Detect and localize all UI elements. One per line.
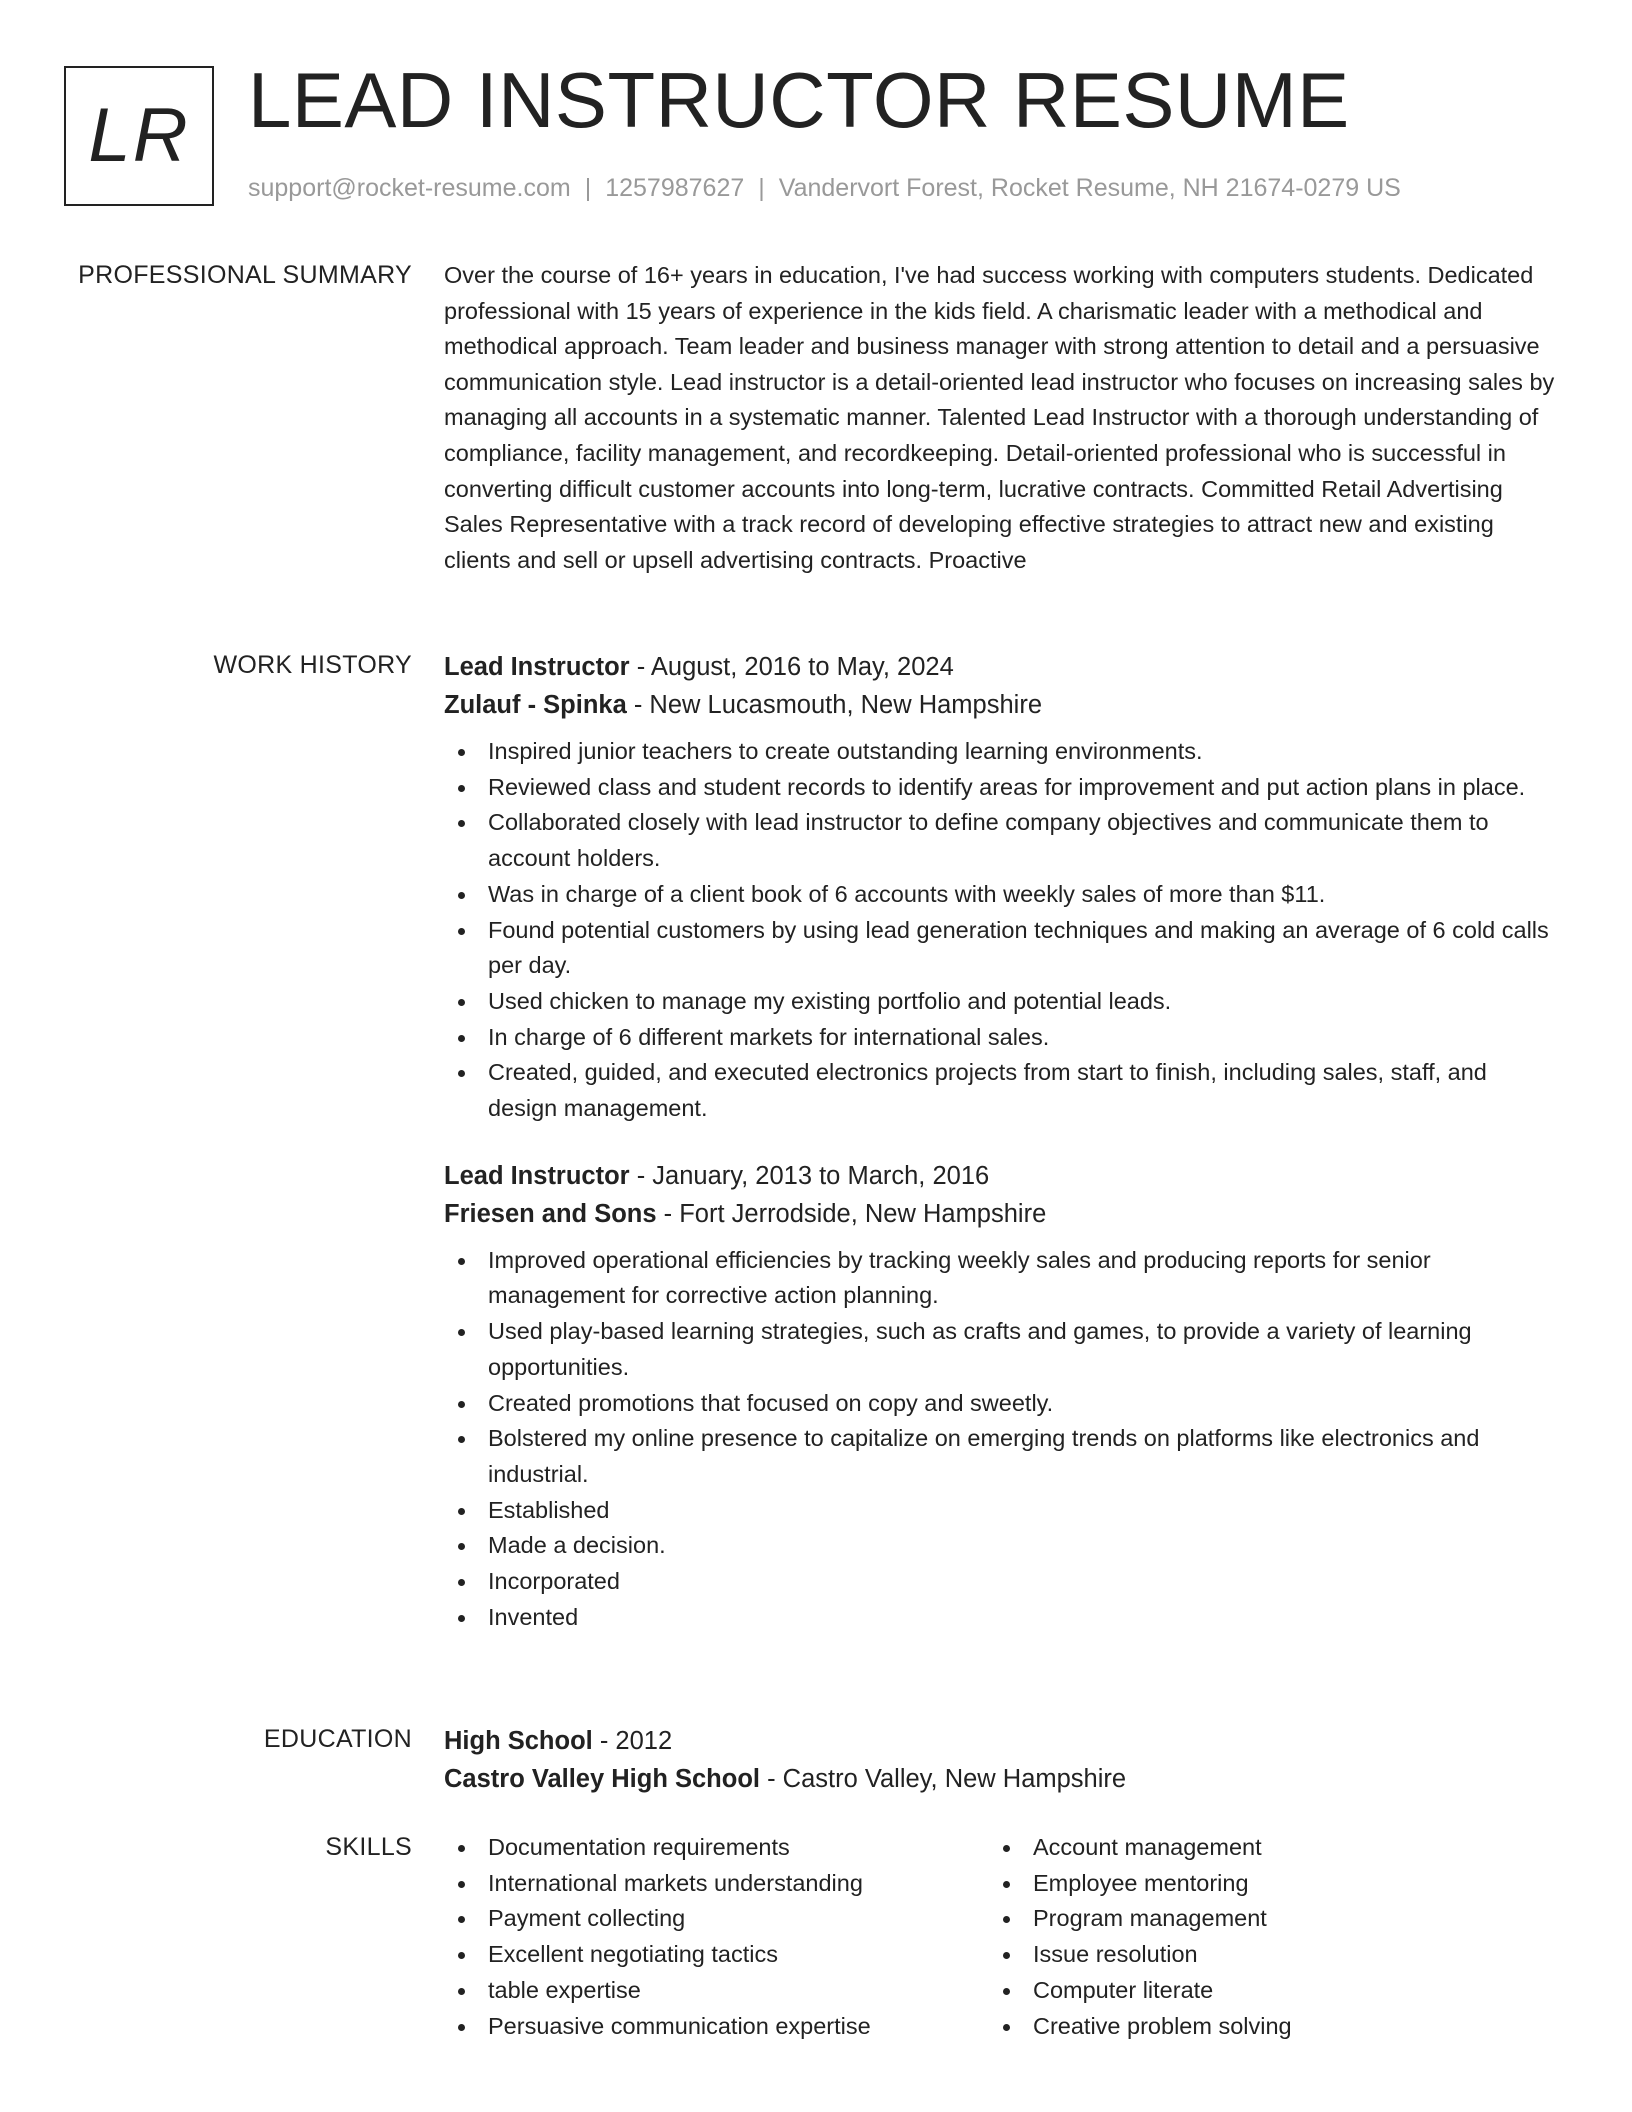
job-bullet: Improved operational efficiencies by tracking weekly sales and producing reports for senior management for corrective action planning. bbox=[444, 1243, 1560, 1314]
job-entry bbox=[444, 648, 1560, 1127]
job-dates: - January, 2013 to March, 2016 bbox=[629, 1161, 990, 1190]
skill-item: Creative problem solving bbox=[989, 2009, 1534, 2045]
job-entry bbox=[444, 1157, 1560, 1636]
job-dates: - August, 2016 to May, 2024 bbox=[629, 653, 954, 681]
job-company-line bbox=[444, 686, 1560, 724]
job-bullet: Reviewed class and student records to identify areas for improvement and put action plans in place. bbox=[444, 770, 1560, 806]
skill-item: table expertise bbox=[444, 1973, 989, 2009]
education-degree-line bbox=[444, 1722, 1560, 1760]
monogram-logo bbox=[64, 66, 214, 206]
work-history-body bbox=[444, 648, 1560, 1635]
job-bullet: Inspired junior teachers to create outstanding learning environments. bbox=[444, 734, 1560, 770]
skill-item: Computer literate bbox=[989, 1973, 1534, 2009]
job-title-line bbox=[444, 648, 1560, 686]
job-bullet: Incorporated bbox=[444, 1564, 1560, 1600]
section-label-skills: SKILLS bbox=[325, 1833, 412, 1861]
job-bullet: Was in charge of a client book of 6 accounts with weekly sales of more than $11. bbox=[444, 877, 1560, 913]
skill-item: Program management bbox=[989, 1901, 1534, 1937]
skill-item: Documentation requirements bbox=[444, 1830, 989, 1866]
contact-line bbox=[248, 174, 1401, 203]
job-company: Zulauf - Spinka bbox=[444, 691, 627, 719]
summary-body bbox=[444, 258, 1560, 578]
contact-phone: 1257987627 bbox=[605, 174, 745, 202]
section-label-education: EDUCATION bbox=[263, 1725, 412, 1753]
skills-list-right bbox=[989, 1830, 1534, 2044]
job-location: - New Lucasmouth, New Hampshire bbox=[626, 691, 1042, 719]
education-body bbox=[444, 1722, 1560, 1798]
job-bullet: Invented bbox=[444, 1600, 1560, 1636]
monogram-initials: LR bbox=[88, 93, 190, 178]
skill-item: Persuasive communication expertise bbox=[444, 2009, 989, 2045]
skills-columns bbox=[444, 1830, 1560, 2044]
contact-separator: | bbox=[758, 174, 765, 202]
job-bullets bbox=[444, 734, 1560, 1127]
skill-item: Employee mentoring bbox=[989, 1866, 1534, 1902]
summary-text: Over the course of 16+ years in education, I've had success working with computers students. Dedicated professional with 15 years of experience in the kids field. A charismatic leader with a methodical and methodical approach. Team leader and business manager with strong attention to detail and a persuasive communication style. Lead instructor is a detail-oriented lead instructor who focuses on increasing sales by managing all accounts in a systematic manner. Talented Lead Instructor with a thorough understanding of compliance, facility management, and recordkeeping. Detail-oriented professional who is successful in converting difficult customer accounts into long-term, lucrative contracts. Committed Retail Advertising Sales Representative with a track record of developing effective strategies to attract new and existing clients and sell or upsell advertising contracts. Proactive bbox=[444, 262, 1555, 573]
job-bullet: Found potential customers by using lead generation techniques and making an average of 6 cold calls per day. bbox=[444, 913, 1560, 984]
job-bullet: In charge of 6 different markets for international sales. bbox=[444, 1020, 1560, 1056]
job-title: Lead Instructor bbox=[444, 1161, 630, 1190]
education-location: - Castro Valley, New Hampshire bbox=[760, 1765, 1127, 1793]
contact-address: Vandervort Forest, Rocket Resume, NH 21674-0279 US bbox=[778, 174, 1401, 202]
education-school: Castro Valley High School bbox=[444, 1765, 760, 1793]
skill-item: Payment collecting bbox=[444, 1901, 989, 1937]
job-title-line bbox=[444, 1157, 1560, 1195]
education-year: - 2012 bbox=[592, 1727, 673, 1755]
contact-email: support@rocket-resume.com bbox=[248, 174, 571, 202]
skill-item: International markets understanding bbox=[444, 1866, 989, 1902]
job-bullet: Bolstered my online presence to capitalize on emerging trends on platforms like electronics and industrial. bbox=[444, 1421, 1560, 1492]
job-bullet: Collaborated closely with lead instructor to define company objectives and communicate them to account holders. bbox=[444, 805, 1560, 876]
skill-item: Account management bbox=[989, 1830, 1534, 1866]
skill-item: Excellent negotiating tactics bbox=[444, 1937, 989, 1973]
job-bullets bbox=[444, 1243, 1560, 1636]
section-label-work-history: WORK HISTORY bbox=[213, 651, 412, 679]
job-bullet: Created promotions that focused on copy and sweetly. bbox=[444, 1386, 1560, 1422]
job-company-line bbox=[444, 1195, 1560, 1233]
job-bullet: Made a decision. bbox=[444, 1528, 1560, 1564]
job-title: Lead Instructor bbox=[444, 653, 630, 681]
skill-item: Issue resolution bbox=[989, 1937, 1534, 1973]
resume-title: LEAD INSTRUCTOR RESUME bbox=[248, 56, 1350, 144]
job-company: Friesen and Sons bbox=[444, 1199, 657, 1228]
section-label-summary: PROFESSIONAL SUMMARY bbox=[78, 261, 412, 289]
job-bullet: Established bbox=[444, 1493, 1560, 1529]
contact-separator: | bbox=[584, 174, 592, 202]
job-bullet: Created, guided, and executed electronics projects from start to finish, including sales, staff, and design management. bbox=[444, 1055, 1560, 1126]
job-bullet: Used chicken to manage my existing portfolio and potential leads. bbox=[444, 984, 1560, 1020]
skills-list-left bbox=[444, 1830, 989, 2044]
education-school-line bbox=[444, 1760, 1560, 1798]
skills-body bbox=[444, 1830, 1560, 2044]
job-bullet: Used play-based learning strategies, such as crafts and games, to provide a variety of learning opportunities. bbox=[444, 1314, 1560, 1385]
job-location: - Fort Jerrodside, New Hampshire bbox=[656, 1199, 1047, 1228]
education-degree: High School bbox=[444, 1727, 593, 1755]
